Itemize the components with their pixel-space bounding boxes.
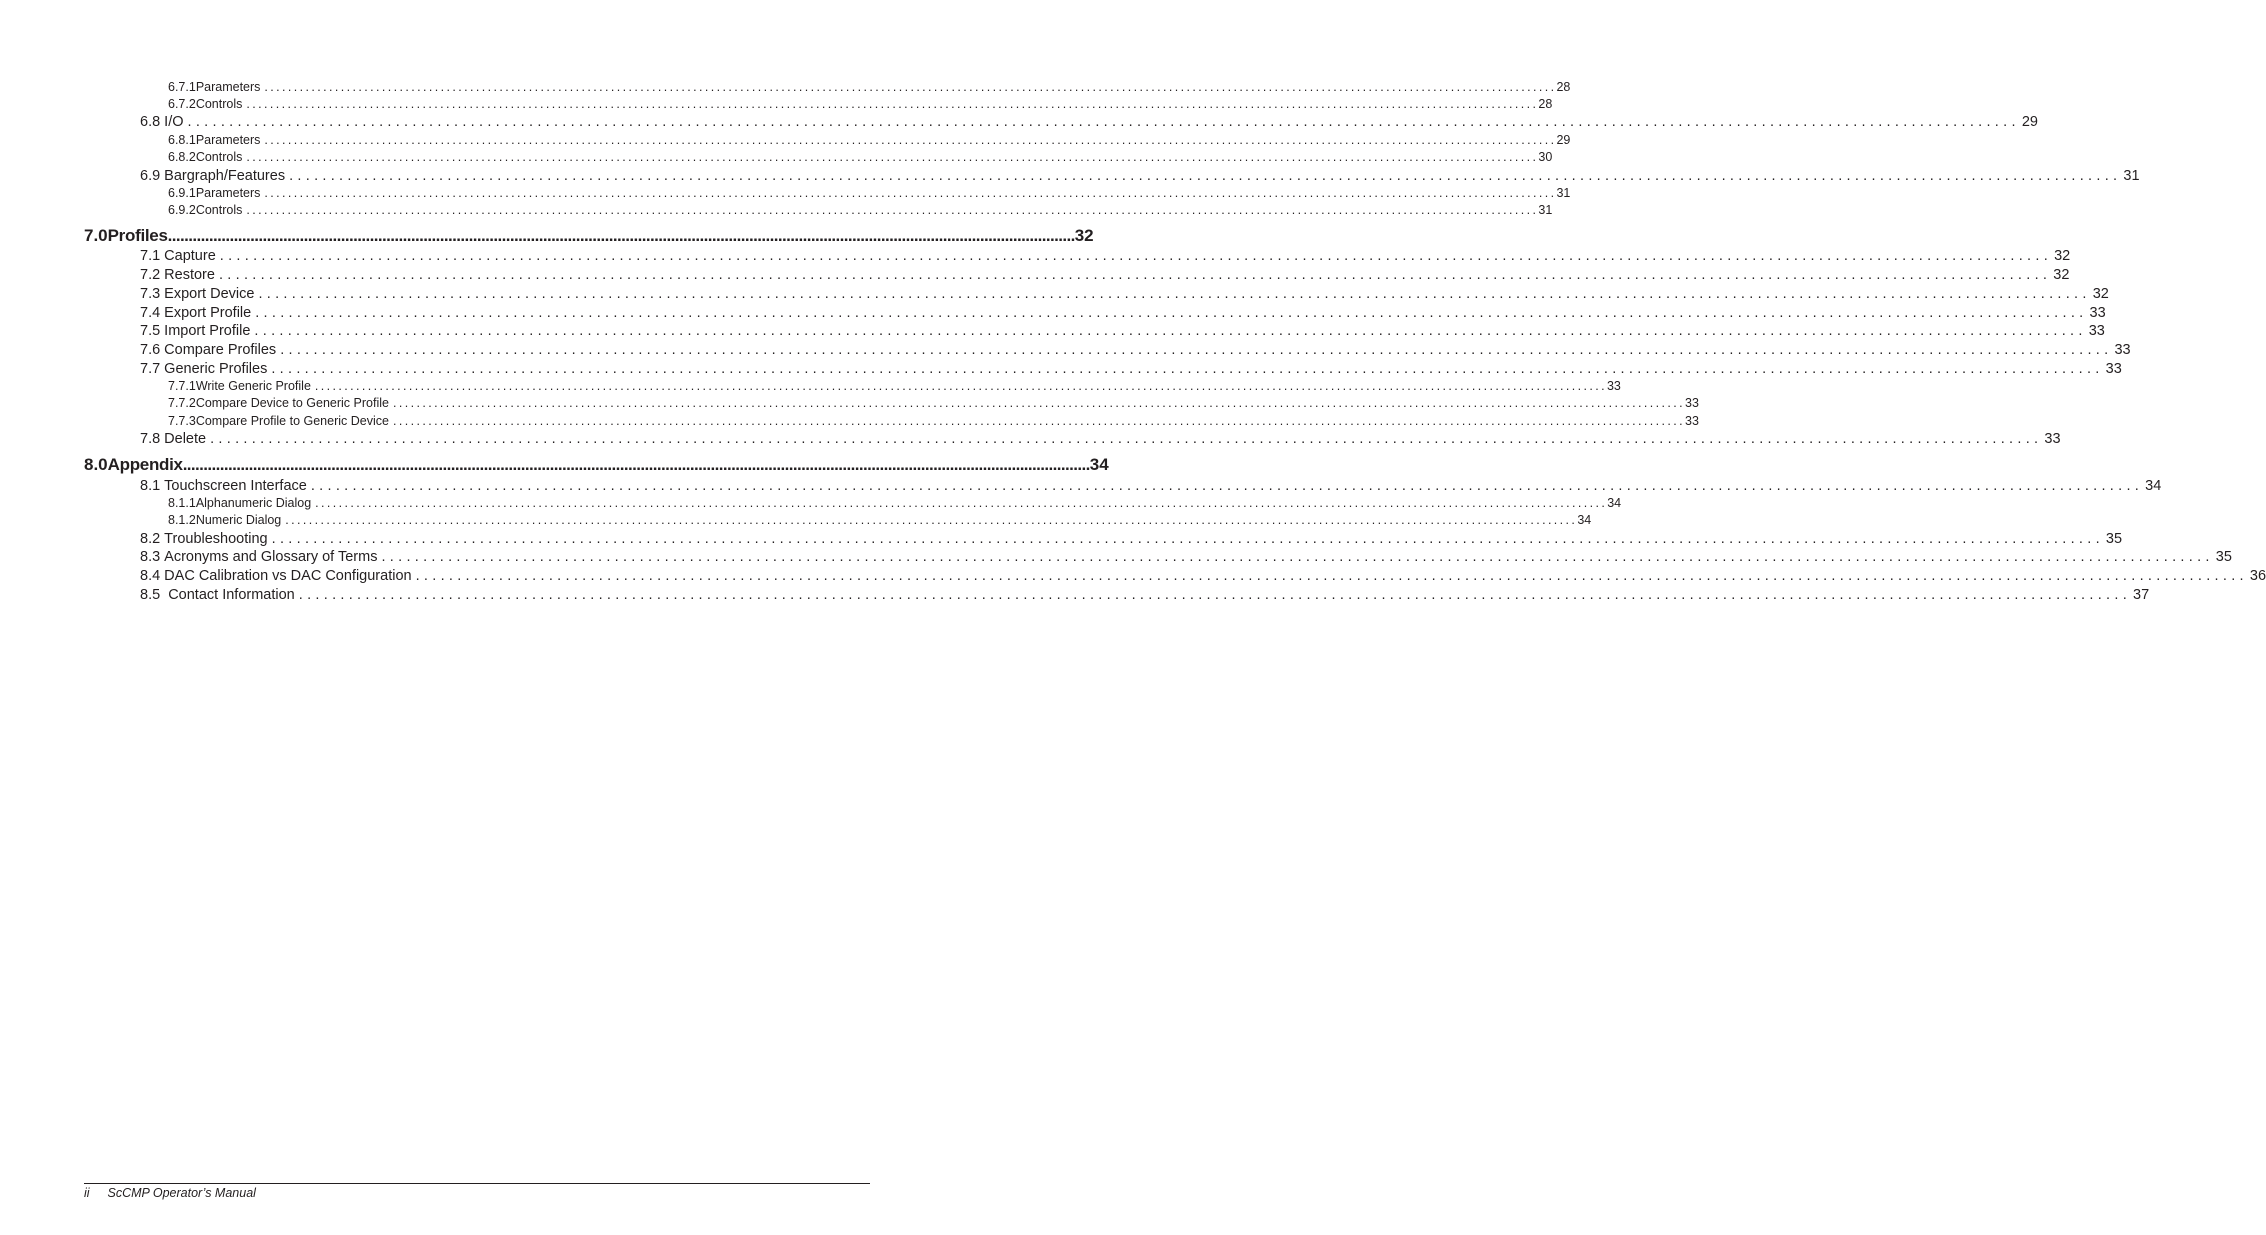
toc-leader-dots: ............................................................................................................................................................................................................................ [167, 226, 1075, 245]
toc-entry[interactable] [140, 167, 2140, 186]
toc-leader-dots: ............................................................................................................................................................................................................................ [264, 186, 1557, 200]
toc-leader-dots: ............................................................................................................................................................................................................................ [271, 361, 2104, 377]
toc-entry-title: Profiles [107, 226, 168, 245]
toc-entry-number: 8.1.1 [168, 496, 196, 510]
toc-entry-number: 7.8 [140, 431, 161, 447]
toc-entry[interactable] [140, 430, 2061, 449]
toc-entry[interactable] [140, 548, 2232, 567]
toc-entry-number: 7.0 [84, 226, 108, 245]
toc-entry-number: 8.2 [140, 531, 161, 547]
toc-entry-page: 32 [2092, 286, 2109, 302]
toc-entry-title: DAC Calibration vs DAC Configuration [164, 568, 412, 584]
toc-leader-dots: ............................................................................................................................................................................................................................ [392, 414, 1685, 428]
toc-entry-number: 7.4 [140, 305, 161, 321]
toc-entry-title: Compare Profiles [164, 342, 277, 358]
toc-entry-page: 33 [2089, 305, 2106, 321]
toc-entry-title: Parameters [195, 186, 261, 200]
toc-entry-number: 7.1 [140, 248, 161, 264]
toc-leader-dots: ............................................................................................................................................................................................................................ [254, 323, 2087, 339]
footer-rule [84, 1183, 870, 1184]
toc-entry-title: Delete [164, 431, 207, 447]
toc-entry[interactable] [140, 285, 2109, 304]
toc-leader-dots: ............................................................................................................................................................................................................................ [182, 455, 1090, 474]
toc-entry-title: Parameters [195, 80, 261, 94]
toc-leader-dots: ............................................................................................................................................................................................................................ [246, 150, 1539, 164]
toc-entry[interactable] [168, 413, 1699, 430]
toc-entry-title: Restore [164, 267, 215, 283]
toc-leader-dots: ............................................................................................................................................................................................................................ [258, 286, 2091, 302]
toc-entry-number: 8.4 [140, 568, 161, 584]
page-footer [84, 1186, 256, 1200]
toc-entry[interactable] [168, 149, 1553, 166]
toc-entry-title: Alphanumeric Dialog [195, 496, 312, 510]
toc-entry[interactable] [168, 96, 1553, 113]
toc-entry-page: 28 [1538, 97, 1553, 111]
toc-entry-title: I/O [164, 114, 184, 130]
toc-leader-dots: ............................................................................................................................................................................................................................ [255, 305, 2088, 321]
toc-entry-page: 30 [1538, 150, 1553, 164]
toc-leader-dots: ............................................................................................................................................................................................................................ [264, 80, 1557, 94]
toc-entry-page: 33 [2088, 323, 2105, 339]
toc-leader-dots: ............................................................................................................................................................................................................................ [381, 549, 2214, 565]
toc-entry-title: Numeric Dialog [195, 513, 282, 527]
toc-entry-page: 29 [1556, 133, 1571, 147]
toc-entry-page: 37 [2133, 587, 2150, 603]
toc-leader-dots: ............................................................................................................................................................................................................................ [392, 396, 1685, 410]
toc-entry[interactable] [140, 586, 2150, 605]
toc-entry-page: 29 [2021, 114, 2038, 130]
toc-leader-dots: ............................................................................................................................................................................................................................ [315, 496, 1608, 510]
toc-entry-number: 6.9.2 [168, 203, 196, 217]
toc-entry-title: Contact Information [164, 587, 295, 603]
toc-leader-dots: ............................................................................................................................................................................................................................ [310, 478, 2144, 494]
toc-entry-page: 32 [2053, 267, 2070, 283]
toc-entry[interactable] [140, 266, 2070, 285]
toc-entry-title: Troubleshooting [164, 531, 268, 547]
toc-entry-number: 6.8.2 [168, 150, 196, 164]
toc-entry-number: 8.3 [140, 549, 161, 565]
toc-entry[interactable] [140, 477, 2162, 496]
toc-entry-number: 7.7.2 [168, 396, 196, 410]
toc-entry-page: 33 [1606, 379, 1621, 393]
toc-entry-page: 32 [1074, 226, 1094, 245]
toc-entry[interactable] [140, 247, 2071, 266]
toc-entry[interactable] [140, 567, 2266, 586]
toc-entry-number: 6.8 [140, 114, 161, 130]
toc-leader-dots: ............................................................................................................................................................................................................................ [264, 133, 1557, 147]
toc-entry[interactable] [168, 495, 1622, 512]
toc-entry-title: Write Generic Profile [195, 379, 311, 393]
toc-entry-page: 34 [2145, 478, 2162, 494]
toc-entry-page: 33 [2105, 361, 2122, 377]
toc-entry[interactable] [168, 512, 1592, 529]
toc-entry[interactable] [140, 360, 2122, 379]
toc-entry-page: 33 [2114, 342, 2131, 358]
toc-leader-dots: ............................................................................................................................................................................................................................ [415, 568, 2248, 584]
page-folio: ii [84, 1186, 90, 1200]
toc-entry[interactable] [168, 132, 1571, 149]
toc-entry-title: Import Profile [164, 323, 251, 339]
toc-entry-number: 6.7.1 [168, 80, 196, 94]
toc-entry-title: Generic Profiles [164, 361, 268, 377]
toc-entry-title: Appendix [107, 455, 183, 474]
toc-entry-number: 6.9.1 [168, 186, 196, 200]
toc-entry-page: 35 [2105, 531, 2123, 547]
manual-title: ScCMP Operator’s Manual [107, 1186, 256, 1200]
toc-entry-number: 7.5 [140, 323, 161, 339]
toc-entry-number: 7.6 [140, 342, 161, 358]
toc-entry-page: 34 [1607, 496, 1622, 510]
toc-entry-page: 32 [2054, 248, 2071, 264]
toc-entry[interactable] [168, 202, 1553, 219]
toc-entry-title: Touchscreen Interface [164, 478, 307, 494]
toc-entry-title: Controls [195, 203, 243, 217]
toc-entry-number: 6.9 [140, 168, 161, 184]
toc-entry-number: 7.7 [140, 361, 161, 377]
toc-entry-title: Compare Profile to Generic Device [195, 414, 389, 428]
toc-entry[interactable] [140, 322, 2105, 341]
toc-entry[interactable] [140, 113, 2038, 132]
toc-entry[interactable] [168, 378, 1621, 395]
toc-leader-dots: ............................................................................................................................................................................................................................ [210, 431, 2043, 447]
toc-entry[interactable] [84, 454, 1109, 476]
toc-entry-number: 6.7.2 [168, 97, 196, 111]
toc-entry-number: 7.2 [140, 267, 161, 283]
toc-entry-page: 35 [2215, 549, 2232, 565]
toc-entry-number: 8.5 [140, 587, 161, 603]
toc-entry[interactable] [140, 341, 2131, 360]
toc-entry-number: 8.0 [84, 455, 108, 474]
toc-entry-title: Compare Device to Generic Profile [195, 396, 389, 410]
toc-entry-title: Parameters [195, 133, 261, 147]
toc-leader-dots: ............................................................................................................................................................................................................................ [289, 168, 2122, 184]
toc-entry-title: Capture [164, 248, 216, 264]
toc-leader-dots: ............................................................................................................................................................................................................................ [246, 97, 1539, 111]
toc-entry-page: 28 [1556, 80, 1571, 94]
toc-entry-number: 6.8.1 [168, 133, 196, 147]
toc-entry-page: 36 [2249, 568, 2266, 584]
toc-entry[interactable] [140, 304, 2106, 323]
toc-leader-dots: ............................................................................................................................................................................................................................ [271, 531, 2104, 547]
toc-entry-number: 7.3 [140, 286, 161, 302]
toc-entry-page: 31 [2123, 168, 2140, 184]
toc-entry-title: Bargraph/Features [164, 168, 286, 184]
toc-entry-number: 8.1 [140, 478, 161, 494]
toc-leader-dots: ............................................................................................................................................................................................................................ [187, 114, 2020, 130]
toc-entry[interactable] [168, 395, 1699, 412]
toc-leader-dots: ............................................................................................................................................................................................................................ [314, 379, 1607, 393]
toc-entry[interactable] [84, 225, 1094, 247]
toc-entry-page: 31 [1556, 186, 1571, 200]
toc-entry-page: 33 [1685, 414, 1699, 428]
toc-leader-dots: ............................................................................................................................................................................................................................ [298, 587, 2132, 603]
toc-entry-title: Controls [195, 150, 243, 164]
toc-entry-page: 33 [1685, 396, 1699, 410]
toc-entry-title: Export Profile [164, 305, 252, 321]
toc-entry-number: 7.7.3 [168, 414, 196, 428]
toc-entry-page: 33 [2044, 431, 2061, 447]
toc-entry[interactable] [168, 79, 1571, 96]
toc-leader-dots: ............................................................................................................................................................................................................................ [219, 248, 2053, 264]
toc-leader-dots: ............................................................................................................................................................................................................................ [218, 267, 2052, 283]
toc-leader-dots: ............................................................................................................................................................................................................................ [285, 513, 1578, 527]
toc-entry-title: Acronyms and Glossary of Terms [164, 549, 378, 565]
toc-entry-title: Controls [195, 97, 243, 111]
toc-entry-title: Export Device [164, 286, 255, 302]
toc-leader-dots: ............................................................................................................................................................................................................................ [280, 342, 2113, 358]
toc-entry-page: 31 [1538, 203, 1553, 217]
toc-leader-dots: ............................................................................................................................................................................................................................ [246, 203, 1539, 217]
toc-entry-number: 8.1.2 [168, 513, 196, 527]
toc-entry[interactable] [168, 185, 1571, 202]
toc-entry-number: 7.7.1 [168, 379, 196, 393]
toc-entry-page: 34 [1577, 513, 1592, 527]
toc-entry[interactable] [140, 530, 2123, 549]
toc-entry-page: 34 [1089, 455, 1109, 474]
